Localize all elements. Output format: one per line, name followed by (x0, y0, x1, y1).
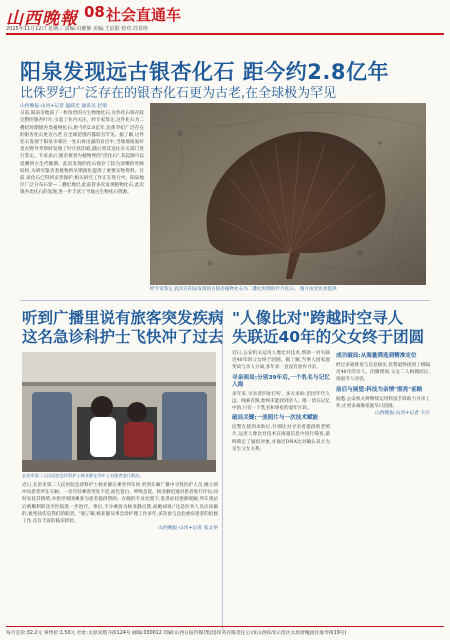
page-number: 08 (84, 3, 105, 21)
left-headline-line2: 这名急诊科护士飞快冲了过去 (22, 328, 224, 346)
main-story-body: 日前,阳泉市地质了一枚珍贵的古生物地化石,这件化石保存较完整的银杏叶片,引起了业内关注。经专家鉴定,这件化石为二叠纪时期银杏类植物化石,距今约2.8亿年,比侏罗纪广泛存在的银杏化石更为古老,在全球范围内都较为罕见。据了解,这件化石发现于阳泉市郊区一处山体出露的岩层中,当地地质爱好者在野外考察时发现了叶片状印痕,随后将其送往有关部门进行鉴定。专家表示,银杏被誉为植物界的"活化石",其起源可以追溯到古生代晚期。此次发现的化石保存了较为清晰的叶脉结构,为研究银杏类植物的早期演化提供了重要实物资料。目前,该化石已得到妥善保护,相关研究工作正在进行中。阳泉地区广泛分布石炭—二叠纪地层,此前曾多次发现植物化石,此次银杏类化石的发现,进一步丰富了当地古生物化石资源。 (20, 111, 144, 196)
left-byline: 山西晚报·山河+记者 张文举 (158, 526, 218, 532)
right-subhead-2: 破局关键:一张照片与一次技术赋能 (232, 415, 319, 422)
right-story-body-3: 经过多轮排查与信息核实,民警最终找到了相隔近40年的亲人。团聚现场,父女二人相拥而泣,场面令人动容。 (336, 363, 430, 383)
main-story-column (20, 103, 144, 293)
right-story-intro: 近日,公安机关运用人像比对技术,帮助一对失联近40年的父女终于团圆。据了解,当事人因家庭变故与亲人分离,多年来一直没有放弃寻亲。 (232, 351, 330, 371)
right-headline (232, 309, 424, 347)
fossil-image (150, 103, 426, 285)
footer-info: 每月定价:32.2元 零售价:1.50元 社址:太原双塔寺街124号 邮编:030012 印刷:山西日报传媒(集团)印务有限责任公司(山西综改示范区太原唐槐园区康寿街19号) (6, 631, 347, 636)
section-title: 社会直通车 (106, 6, 182, 24)
right-story-body-2: 民警在接到求助后,仔细比对寻亲者提供的老照片,运用人像比对技术在海量信息中进行筛查,最终锁定了疑似对象,并通过DNA比对确认双方为亲生父女关系。 (232, 425, 330, 452)
masthead (6, 3, 444, 31)
left-photo-caption: 长治市第二人民医院急诊科护士杨亚静在列车上对患者进行救治。 (22, 473, 144, 478)
footer-rule (6, 626, 444, 627)
ginkgo-fossil-photo (150, 103, 426, 285)
main-subheadline: 比侏罗纪广泛存在的银杏化石更为古老,在全球极为罕见 (20, 86, 337, 101)
main-photo-caption: 经专家鉴定,此次在阳泉发现的古银杏植物化石为二叠纪时期的叶片化石。 图片由受访者提供 (150, 287, 337, 292)
right-story-body-4: 据悉,公安机关将继续运用科技手段助力寻亲工作,让更多离散家庭早日团圆。 (336, 396, 430, 409)
right-story-column-a (232, 350, 330, 622)
left-headline (22, 309, 224, 347)
dateline: 2025年11月12日 星期三 责编:冯雅静 美编:王辰阳 校对:苏春艳 (6, 26, 148, 32)
right-headline-line1: "人像比对"跨越时空寻人 (232, 309, 404, 327)
right-story-column-b (336, 350, 430, 622)
right-subhead-4: 前后与展望:科技为亲情"照亮"前路 (336, 386, 423, 393)
right-subhead-1: 寻亲困局:分别39年后,一个乳名与记忆入海 (232, 374, 330, 388)
column-divider (222, 308, 223, 630)
section-divider (20, 300, 430, 301)
left-headline-line1: 听到广播里说有旅客突发疾病 (22, 309, 224, 327)
right-story-body-1: 多年来,寻亲者四处打听、多方求助,但因年代久远、线索有限,始终未能找到亲人。唯一留在记忆中的,只有一个乳名和零星的童年片段。 (232, 391, 330, 412)
masthead-rule (6, 33, 444, 35)
main-headline: 阳泉发现远古银杏化石 距今约2.8亿年 (20, 60, 390, 84)
train-interior-image (22, 352, 216, 472)
left-story-column (22, 482, 218, 622)
right-subhead-3: 成功破局:从海量筛选到精准定位 (336, 353, 417, 359)
left-story-body: 近日,长治市第二人民医院急诊科护士杨亚静在乘坐列车时,听到车厢广播中寻找医护人员,她立即冲向患者所在车厢。一名年轻乘客突发不适,面色苍白、呼吸急促。杨亚静迅速对患者进行评估,同时安抚其情绪,并指导周围乘客为患者提供帮助。在她的专业处置下,患者症状逐渐缓解,列车到站后被顺利转送至医院进一步治疗。事后,不少乘客为杨亚静点赞,而她却说:"这是医务人员应该做的,救死扶伤是我们的职责。"据了解,杨亚静从事急诊护理工作多年,多次参与急危重症患者的抢救工作,具有丰富的临床经验。 (22, 483, 218, 525)
train-rescue-photo (22, 352, 216, 472)
newspaper-logo: 山西晚報 (6, 9, 78, 29)
right-byline: 山西晚报·山河+记者 辛庄 (374, 411, 430, 417)
main-byline: 山西晚报·山河+记者 温跃光 通讯员 赵瑞 (20, 104, 107, 109)
right-headline-line2: 失联近40年的父女终于团圆 (232, 328, 425, 346)
